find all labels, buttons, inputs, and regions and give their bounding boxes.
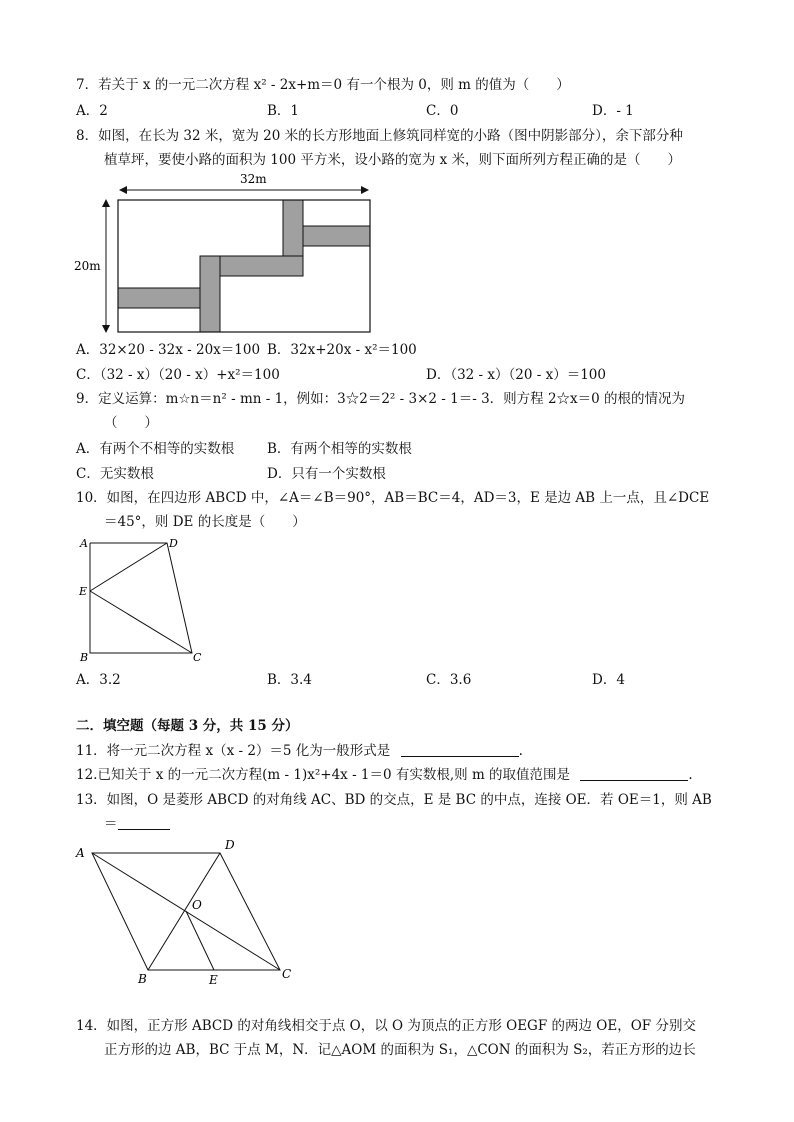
- label-b: B: [80, 651, 89, 664]
- label-o: O: [192, 898, 202, 912]
- q11-stem: 11．将一元二次方程 x（x - 2）＝5 化为一般形式是: [76, 743, 391, 759]
- q13-line2: [104, 815, 170, 833]
- length-label: 32m: [240, 172, 267, 186]
- q10-figure: [72, 535, 212, 665]
- q7-stem: 7．若关于 x 的一元二次方程 x² - 2x+m＝0 有一个根为 0，则 m 的值为（ ）: [76, 77, 570, 93]
- q8-stem-line2: 植草坪，要使小路的面积为 100 平方米，设小路的宽为 x 米，则下面所列方程正确的是（ ）: [104, 152, 682, 168]
- q10-stem-line2: ＝45°，则 DE 的长度是（ ）: [104, 514, 306, 530]
- q9-stem-line1: 9．定义运算：m☆n＝n² - mn - 1，例如：3☆2＝2² - 3×2 - 1＝- 3．则方程 2☆x＝0 的根的情况为: [76, 391, 686, 407]
- q14-stem-line2: 正方形的边 AB，BC 于点 M，N．记△AOM 的面积为 S₁，△CON 的面积为 S₂，若正方形的边长: [104, 1042, 696, 1058]
- q9-option-b: B．有两个相等的实数根: [267, 441, 412, 457]
- road-shading: [118, 200, 370, 332]
- q9-stem-line2: （ ）: [104, 415, 158, 431]
- q13-answer-blank[interactable]: [118, 815, 170, 830]
- q9-option-d: D．只有一个实数根: [267, 466, 386, 482]
- q12-line: [76, 766, 693, 784]
- q8-option-c: C．（32 - x）（20 - x）+x²＝100: [76, 367, 280, 383]
- q11-tail: .: [518, 743, 523, 759]
- q10-option-b: B．3.4: [267, 672, 312, 688]
- q13-prefix: ＝: [104, 816, 118, 832]
- label-a: A: [76, 846, 85, 860]
- width-label: 20m: [74, 259, 101, 273]
- label-c: C: [282, 967, 292, 981]
- q13-stem-line1: 13．如图，O 是菱形 ABCD 的对角线 AC、BD 的交点，E 是 BC 的中点，连接 OE．若 OE＝1，则 AB: [76, 792, 712, 808]
- q10-option-c: C．3.6: [426, 672, 472, 688]
- label-a: A: [80, 537, 88, 550]
- q11-answer-blank[interactable]: [401, 742, 519, 757]
- diagonal-bd: [148, 853, 220, 970]
- q12-stem: 12.已知关于 x 的一元二次方程(m - 1)x²+4x - 1＝0 有实数根,则 m 的取值范围是: [76, 767, 571, 783]
- q8-option-a: A．32×20 - 32x - 20x＝100: [76, 342, 261, 358]
- q7-option-a: A．2: [76, 103, 108, 119]
- q10-option-a: A．3.2: [76, 672, 121, 688]
- label-d: D: [169, 537, 178, 550]
- q8-option-d: D．（32 - x）（20 - x）＝100: [426, 367, 606, 383]
- q7-option-d: D．- 1: [592, 103, 634, 119]
- label-e: E: [209, 973, 218, 987]
- segment-ed: [90, 543, 167, 591]
- label-c: C: [193, 651, 202, 664]
- q9-option-a: A．有两个不相等的实数根: [76, 441, 235, 457]
- label-e: E: [79, 585, 88, 598]
- q11-line: [76, 742, 523, 760]
- q8-option-b: B．32x+20x - x²＝100: [267, 342, 417, 358]
- q9-option-c: C．无实数根: [76, 466, 154, 482]
- section-title: 二．填空题（每题 3 分，共 15 分）: [76, 718, 299, 734]
- q8-figure: [70, 168, 380, 340]
- q13-figure: [70, 835, 300, 987]
- segment-ec: [90, 591, 192, 653]
- q12-answer-blank[interactable]: [580, 766, 688, 781]
- q14-stem-line1: 14．如图，正方形 ABCD 的对角线相交于点 O，以 O 为顶点的正方形 OEGF 的两边 OE，OF 分别交: [76, 1018, 696, 1034]
- q10-stem-line1: 10．如图，在四边形 ABCD 中，∠A＝∠B＝90°，AB＝BC＝4，AD＝3，E 是边 AB 上一点，且∠DCE: [76, 490, 710, 506]
- label-b: B: [138, 972, 147, 986]
- q7-option-b: B．1: [267, 103, 300, 119]
- label-d: D: [225, 838, 235, 852]
- q8-stem-line1: 8．如图，在长为 32 米，宽为 20 米的长方形地面上修筑同样宽的小路（图中阴影部分），余下部分种: [76, 128, 683, 144]
- q10-option-d: D．4: [592, 672, 625, 688]
- q7-option-c: C．0: [426, 103, 459, 119]
- q12-tail: .: [688, 767, 693, 783]
